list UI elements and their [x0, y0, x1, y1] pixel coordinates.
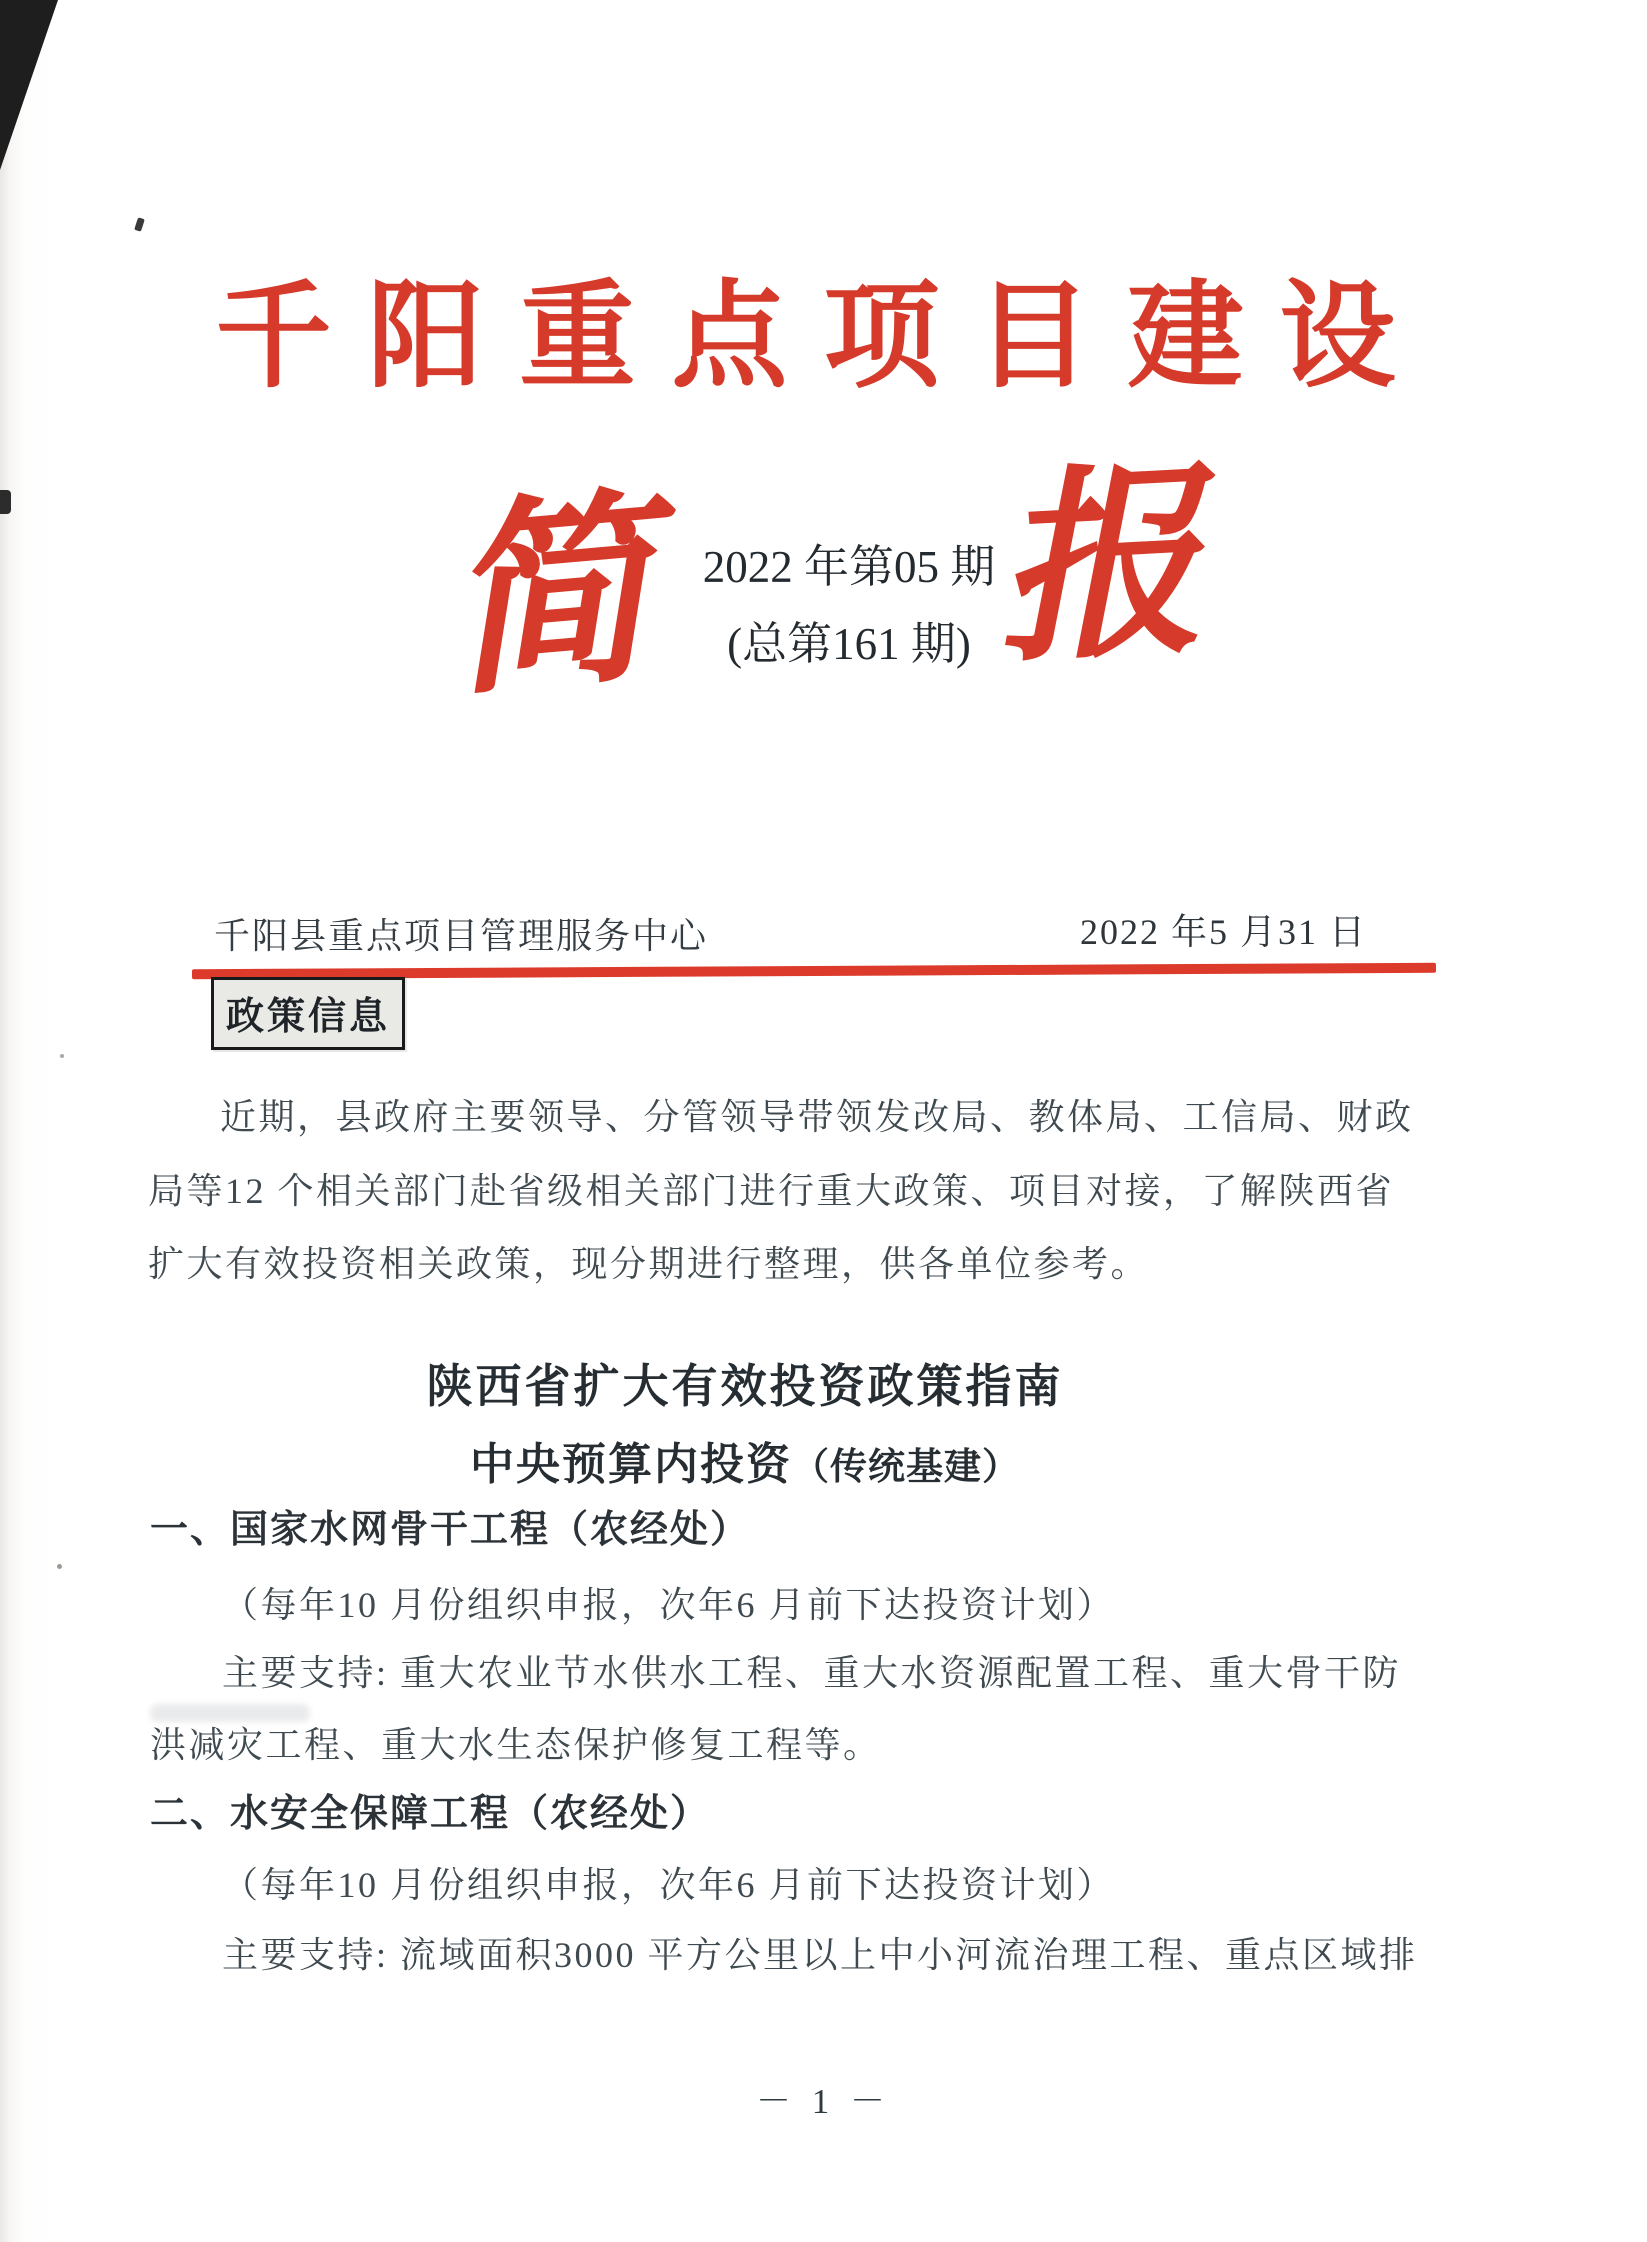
page-number: － 1 －	[755, 2082, 891, 2121]
intro-paragraph-line: 近期，县政府主要领导、分管领导带领发改局、教体局、工信局、财政	[220, 1097, 1414, 1137]
bulletin-title: 千阳重点项目建设	[215, 274, 1432, 402]
calligraphy-jian-character: 简	[436, 476, 661, 721]
guide-subtitle-main: 中央预算内投资	[470, 1440, 792, 1489]
scan-speck	[134, 217, 145, 232]
publish-date: 2022 年5 月31 日	[1080, 912, 1368, 952]
guide-subtitle	[0, 1428, 1490, 1492]
section-2-heading: 二、水安全保障工程（农经处）	[150, 1793, 711, 1835]
scan-speck	[60, 1054, 64, 1058]
section-1-schedule: （每年10 月份组织申报，次年6 月前下达投资计划）	[222, 1585, 1116, 1625]
policy-info-label: 政策信息	[211, 977, 405, 1050]
guide-subtitle-paren: （传统基建）	[792, 1447, 1020, 1488]
intro-paragraph-line: 扩大有效投资相关政策，现分期进行整理，供各单位参考。	[148, 1244, 1150, 1284]
scan-corner-artifact	[0, 0, 58, 170]
section-2-schedule: （每年10 月份组织申报，次年6 月前下达投资计划）	[222, 1865, 1116, 1905]
publisher-name: 千阳县重点项目管理服务中心	[214, 916, 709, 956]
section-1-heading: 一、国家水网骨干工程（农经处）	[150, 1509, 751, 1551]
intro-paragraph-line: 局等12 个相关部门赴省级相关部门进行重大政策、项目对接，了解陕西省	[148, 1171, 1395, 1211]
issue-info	[648, 540, 1050, 671]
scan-edge-mark	[0, 490, 11, 514]
scan-speck	[57, 1564, 62, 1569]
issue-number: 2022 年第05 期	[702, 542, 996, 592]
section-1-support-line: 洪减灾工程、重大水生态保护修复工程等。	[150, 1725, 882, 1765]
scan-smudge	[150, 1704, 310, 1722]
calligraphy-bao-character: 报	[990, 449, 1207, 688]
guide-title: 陕西省扩大有效投资政策指南	[426, 1361, 1064, 1412]
section-2-support-line: 主要支持: 流域面积3000 平方公里以上中小河流治理工程、重点区域排	[222, 1935, 1418, 1975]
section-1-support-line: 主要支持: 重大农业节水供水工程、重大水资源配置工程、重大骨干防	[222, 1653, 1402, 1693]
issue-total-number: (总第161 期)	[727, 619, 971, 669]
